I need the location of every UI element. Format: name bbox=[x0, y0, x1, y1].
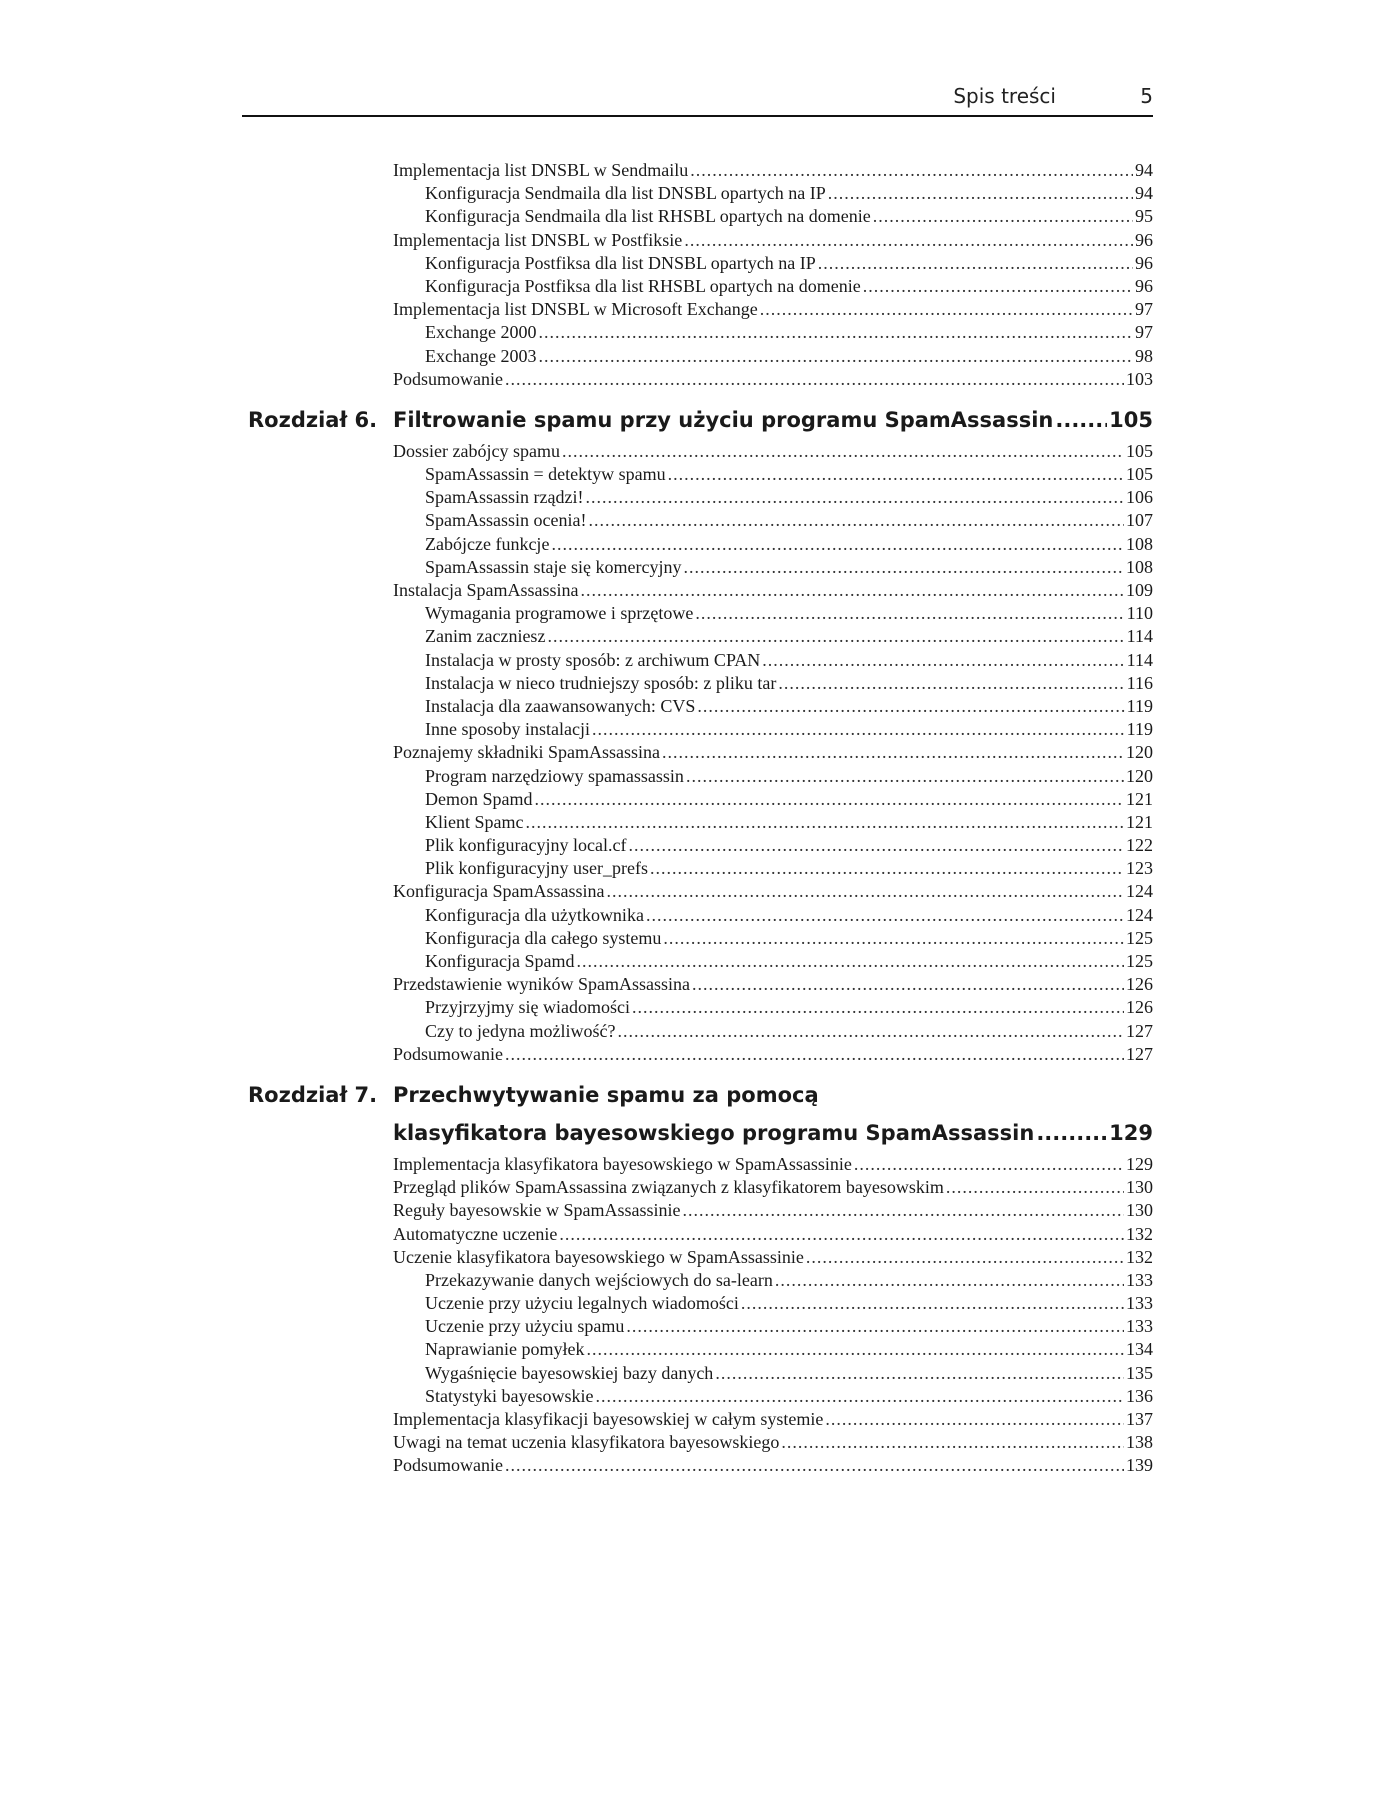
toc-entry bbox=[0, 1199, 1400, 1222]
leader-dots bbox=[586, 1338, 1124, 1361]
toc-entry-title: Uwagi na temat uczenia klasyfikatora bayesowskiego bbox=[393, 1432, 780, 1453]
toc-entry-title: Implementacja klasyfikatora bayesowskiego w SpamAssassinie bbox=[393, 1153, 852, 1174]
toc-entry-title: Konfiguracja SpamAssassina bbox=[393, 881, 605, 902]
chapter-title-line-2: klasyfikatora bayesowskiego programu SpamAssassin bbox=[393, 1120, 1035, 1145]
leader-dots bbox=[538, 321, 1133, 344]
toc-entry bbox=[0, 741, 1400, 764]
toc-entry-page: 94 bbox=[1135, 160, 1153, 180]
toc-entry-page: 124 bbox=[1126, 904, 1153, 925]
toc-entry-page: 94 bbox=[1135, 183, 1153, 204]
chapter-7-heading bbox=[0, 1079, 1400, 1153]
chapter-6-heading bbox=[0, 404, 1400, 440]
toc-entry bbox=[0, 1408, 1400, 1431]
header-rule bbox=[242, 115, 1153, 117]
toc-entry-title: SpamAssassin staje się komercyjny bbox=[425, 556, 682, 577]
toc-entry bbox=[0, 765, 1400, 788]
toc-entry bbox=[0, 556, 1400, 579]
leader-dots bbox=[626, 1315, 1124, 1338]
toc-entry-title: Konfiguracja dla całego systemu bbox=[425, 927, 662, 948]
toc-entry bbox=[0, 649, 1400, 672]
toc-entry bbox=[0, 973, 1400, 996]
leader-dots bbox=[628, 834, 1124, 857]
toc-entry bbox=[0, 205, 1400, 228]
toc-entry bbox=[0, 509, 1400, 532]
toc-entry bbox=[0, 1223, 1400, 1246]
toc-entry bbox=[0, 345, 1400, 368]
toc-entry-page: 109 bbox=[1126, 580, 1153, 600]
leader-dots bbox=[697, 695, 1124, 718]
toc-entry-page: 116 bbox=[1126, 672, 1153, 693]
leader-dots bbox=[538, 345, 1133, 368]
toc-entry-page: 125 bbox=[1126, 951, 1153, 971]
toc-entry-title: Zabójcze funkcje bbox=[425, 533, 550, 554]
toc-entry-title: Program narzędziowy spamassassin bbox=[425, 765, 684, 786]
toc-entry-page: 119 bbox=[1126, 719, 1153, 740]
toc-entry bbox=[0, 229, 1400, 252]
toc-entry-page: 98 bbox=[1135, 345, 1153, 366]
toc-entry bbox=[0, 1454, 1400, 1477]
toc-entry-title: Konfiguracja dla użytkownika bbox=[425, 904, 644, 925]
toc-entry bbox=[0, 1385, 1400, 1408]
toc-entry-title: Instalacja w prosty sposób: z archiwum CPAN bbox=[425, 649, 761, 670]
toc-entry-page: 95 bbox=[1135, 206, 1153, 227]
toc-entry-title: Naprawianie pomyłek bbox=[425, 1339, 585, 1360]
toc-entry-page: 105 bbox=[1126, 464, 1153, 485]
toc-entry-title: Automatyczne uczenie bbox=[393, 1223, 558, 1244]
leader-dots bbox=[778, 672, 1124, 695]
leader-dots bbox=[760, 298, 1133, 321]
chapter-number: Rozdział 7. bbox=[248, 1082, 378, 1107]
toc-entry-title: Implementacja list DNSBL w Microsoft Exchange bbox=[393, 299, 758, 320]
toc-entry bbox=[0, 996, 1400, 1019]
toc-entry bbox=[0, 672, 1400, 695]
leader-dots bbox=[662, 741, 1124, 764]
toc-entry-title: Dossier zabójcy spamu bbox=[393, 440, 560, 461]
leader-dots bbox=[818, 252, 1133, 275]
toc-entry bbox=[0, 368, 1400, 391]
toc-entry-title: Konfiguracja Spamd bbox=[425, 951, 575, 971]
leader-dots bbox=[596, 1385, 1125, 1408]
toc-entry bbox=[0, 718, 1400, 741]
toc-entry-title: Instalacja w nieco trudniejszy sposób: z pliku tar bbox=[425, 672, 777, 693]
leader-dots bbox=[873, 205, 1133, 228]
toc-entry bbox=[0, 1269, 1400, 1292]
leader-dots bbox=[580, 579, 1124, 602]
toc-entry-page: 97 bbox=[1135, 299, 1153, 320]
leader-dots bbox=[762, 649, 1124, 672]
toc-entry-title: Podsumowanie bbox=[393, 368, 503, 389]
toc-entry-page: 137 bbox=[1126, 1409, 1153, 1429]
toc-entry-page: 121 bbox=[1126, 788, 1153, 809]
toc-entry-title: Konfiguracja Postfiksa dla list DNSBL opartych na IP bbox=[425, 252, 816, 273]
toc-entry-page: 96 bbox=[1135, 275, 1153, 296]
toc-entry bbox=[0, 834, 1400, 857]
toc-entry-title: Demon Spamd bbox=[425, 788, 533, 809]
leader-dots bbox=[606, 880, 1124, 903]
toc-entry-title: Uczenie przy użyciu legalnych wiadomości bbox=[425, 1293, 739, 1314]
toc-entry bbox=[0, 1153, 1400, 1176]
toc-entry-page: 132 bbox=[1126, 1223, 1153, 1244]
running-header bbox=[242, 84, 1153, 114]
toc-entry-page: 120 bbox=[1126, 765, 1153, 786]
toc-entry bbox=[0, 1246, 1400, 1269]
toc-entry-title: Podsumowanie bbox=[393, 1043, 503, 1064]
toc-entry bbox=[0, 1431, 1400, 1454]
toc-entry-page: 132 bbox=[1126, 1246, 1153, 1267]
toc-entry-title: Statystyki bayesowskie bbox=[425, 1385, 594, 1406]
toc-entry-page: 130 bbox=[1126, 1177, 1153, 1198]
leader-dots bbox=[686, 765, 1124, 788]
toc-entry-title: Przegląd plików SpamAssassina związanych z klasyfikatorem bayesowskim bbox=[393, 1177, 944, 1198]
toc-entry bbox=[0, 788, 1400, 811]
toc-entry-page: 127 bbox=[1126, 1043, 1153, 1064]
toc-entry-title: Klient Spamc bbox=[425, 811, 524, 832]
toc-entry-title: Uczenie klasyfikatora bayesowskiego w SpamAssassinie bbox=[393, 1246, 804, 1267]
toc-entry-title: Inne sposoby instalacji bbox=[425, 719, 590, 740]
toc-entry-title: Czy to jedyna możliwość? bbox=[425, 1020, 616, 1041]
toc-entry-page: 96 bbox=[1135, 252, 1153, 273]
toc-entry-title: SpamAssassin rządzi! bbox=[425, 487, 584, 508]
leader-dots bbox=[684, 229, 1133, 252]
leader-dots bbox=[535, 788, 1125, 811]
toc-entry-page: 108 bbox=[1126, 556, 1153, 577]
toc-entry-title: Podsumowanie bbox=[393, 1455, 503, 1476]
toc-entry bbox=[0, 275, 1400, 298]
toc-entry-title: Przyjrzyjmy się wiadomości bbox=[425, 997, 630, 1018]
leader-dots bbox=[828, 182, 1133, 205]
leader-dots bbox=[692, 973, 1124, 996]
toc-entry-title: SpamAssassin = detektyw spamu bbox=[425, 464, 666, 485]
toc-entry bbox=[0, 1043, 1400, 1066]
toc-entry-page: 136 bbox=[1126, 1385, 1153, 1406]
leader-dots bbox=[505, 1454, 1124, 1477]
toc-entry-title: Reguły bayesowskie w SpamAssassinie bbox=[393, 1200, 681, 1221]
toc-entry-title: Exchange 2003 bbox=[425, 345, 537, 366]
toc-entry bbox=[0, 857, 1400, 880]
toc-entry-title: Wymagania programowe i sprzętowe bbox=[425, 603, 694, 624]
toc-entry bbox=[0, 1338, 1400, 1361]
toc-entry-title: Konfiguracja Postfiksa dla list RHSBL opartych na domenie bbox=[425, 275, 861, 296]
toc-entry bbox=[0, 1362, 1400, 1385]
leader-dots bbox=[781, 1431, 1124, 1454]
toc-entry-page: 97 bbox=[1135, 322, 1153, 343]
toc-entry-title: Przedstawienie wyników SpamAssassina bbox=[393, 974, 690, 995]
leader-dots bbox=[715, 1362, 1124, 1385]
running-header-title: Spis treści bbox=[953, 84, 1056, 108]
leader-dots bbox=[1036, 1117, 1107, 1149]
toc-entry-page: 108 bbox=[1126, 533, 1153, 554]
table-of-contents bbox=[0, 159, 1400, 1478]
chapter-title-line-1: Przechwytywanie spamu za pomocą bbox=[393, 1082, 819, 1107]
leader-dots bbox=[588, 509, 1124, 532]
toc-entry-page: 120 bbox=[1126, 742, 1153, 763]
toc-entry-title: Wygaśnięcie bayesowskiej bazy danych bbox=[425, 1362, 714, 1383]
toc-entry-page: 135 bbox=[1126, 1362, 1153, 1383]
toc-entry bbox=[0, 1176, 1400, 1199]
toc-entry-page: 126 bbox=[1126, 997, 1153, 1018]
toc-entry bbox=[0, 1020, 1400, 1043]
toc-entry-page: 130 bbox=[1126, 1200, 1153, 1221]
leader-dots bbox=[1055, 404, 1107, 436]
toc-entry-page: 107 bbox=[1126, 510, 1153, 531]
toc-entry-page: 96 bbox=[1135, 229, 1153, 250]
toc-entry-title: Konfiguracja Sendmaila dla list RHSBL opartych na domenie bbox=[425, 206, 871, 227]
toc-entry bbox=[0, 182, 1400, 205]
toc-entry-title: Exchange 2000 bbox=[425, 322, 537, 343]
toc-entry bbox=[0, 463, 1400, 486]
toc-entry-page: 133 bbox=[1126, 1269, 1153, 1290]
leader-dots bbox=[646, 904, 1124, 927]
toc-entry bbox=[0, 486, 1400, 509]
toc-entry bbox=[0, 927, 1400, 950]
toc-entry bbox=[0, 159, 1400, 182]
leader-dots bbox=[585, 486, 1124, 509]
toc-entry bbox=[0, 579, 1400, 602]
toc-entry bbox=[0, 440, 1400, 463]
toc-entry-title: Instalacja SpamAssassina bbox=[393, 580, 579, 600]
toc-entry-title: Implementacja list DNSBL w Postfiksie bbox=[393, 229, 683, 250]
toc-entry bbox=[0, 695, 1400, 718]
leader-dots bbox=[825, 1408, 1124, 1431]
toc-continued-section bbox=[0, 159, 1400, 391]
toc-entry-page: 119 bbox=[1126, 695, 1153, 716]
toc-entry-page: 127 bbox=[1126, 1020, 1153, 1041]
toc-entry-title: Implementacja klasyfikacji bayesowskiej w całym systemie bbox=[393, 1409, 824, 1429]
toc-entry-title: Instalacja dla zaawansowanych: CVS bbox=[425, 695, 696, 716]
chapter-6-entries bbox=[0, 440, 1400, 1066]
leader-dots bbox=[695, 602, 1124, 625]
toc-entry-title: Przekazywanie danych wejściowych do sa-learn bbox=[425, 1269, 773, 1290]
leader-dots bbox=[592, 718, 1125, 741]
toc-entry-page: 103 bbox=[1126, 368, 1153, 389]
leader-dots bbox=[650, 857, 1124, 880]
toc-entry-page: 126 bbox=[1126, 974, 1153, 995]
toc-entry-page: 134 bbox=[1126, 1339, 1153, 1360]
leader-dots bbox=[690, 159, 1133, 182]
toc-entry-page: 121 bbox=[1126, 811, 1153, 832]
toc-entry-page: 129 bbox=[1126, 1153, 1153, 1174]
toc-entry-page: 124 bbox=[1126, 881, 1153, 902]
toc-entry bbox=[0, 321, 1400, 344]
toc-entry-title: Uczenie przy użyciu spamu bbox=[425, 1316, 625, 1337]
leader-dots bbox=[632, 996, 1124, 1019]
toc-entry-title: SpamAssassin ocenia! bbox=[425, 510, 587, 531]
leader-dots bbox=[683, 556, 1124, 579]
leader-dots bbox=[854, 1153, 1124, 1176]
toc-entry-page: 123 bbox=[1126, 858, 1153, 879]
toc-entry bbox=[0, 625, 1400, 648]
leader-dots bbox=[559, 1223, 1124, 1246]
toc-entry-page: 106 bbox=[1126, 487, 1153, 508]
leader-dots bbox=[668, 463, 1124, 486]
toc-entry bbox=[0, 298, 1400, 321]
toc-entry-title: Zanim zaczniesz bbox=[425, 626, 546, 647]
leader-dots bbox=[505, 368, 1124, 391]
toc-entry-page: 139 bbox=[1126, 1455, 1153, 1476]
chapter-title: Filtrowanie spamu przy użyciu programu SpamAssassin bbox=[393, 407, 1054, 432]
page-number: 5 bbox=[1140, 84, 1153, 108]
toc-entry bbox=[0, 1292, 1400, 1315]
toc-entry-page: 114 bbox=[1126, 649, 1153, 670]
toc-entry bbox=[0, 904, 1400, 927]
toc-entry bbox=[0, 1315, 1400, 1338]
leader-dots bbox=[663, 927, 1124, 950]
leader-dots bbox=[562, 440, 1124, 463]
toc-entry-page: 133 bbox=[1126, 1293, 1153, 1314]
toc-entry-title: Plik konfiguracyjny local.cf bbox=[425, 835, 627, 856]
toc-entry-title: Implementacja list DNSBL w Sendmailu bbox=[393, 160, 689, 180]
toc-entry-page: 105 bbox=[1126, 440, 1153, 461]
toc-entry bbox=[0, 811, 1400, 834]
toc-entry bbox=[0, 880, 1400, 903]
toc-entry bbox=[0, 252, 1400, 275]
leader-dots bbox=[682, 1199, 1124, 1222]
leader-dots bbox=[617, 1020, 1124, 1043]
toc-entry-page: 110 bbox=[1126, 603, 1153, 624]
toc-entry-page: 125 bbox=[1126, 927, 1153, 948]
toc-entry bbox=[0, 950, 1400, 973]
toc-entry bbox=[0, 602, 1400, 625]
leader-dots bbox=[863, 275, 1133, 298]
leader-dots bbox=[525, 811, 1124, 834]
leader-dots bbox=[775, 1269, 1124, 1292]
chapter-page: 105 bbox=[1109, 407, 1153, 432]
leader-dots bbox=[806, 1246, 1124, 1269]
toc-entry-page: 138 bbox=[1126, 1432, 1153, 1453]
leader-dots bbox=[946, 1176, 1124, 1199]
leader-dots bbox=[551, 533, 1124, 556]
toc-entry-page: 133 bbox=[1126, 1316, 1153, 1337]
toc-entry-title: Konfiguracja Sendmaila dla list DNSBL opartych na IP bbox=[425, 183, 826, 204]
toc-entry-page: 122 bbox=[1126, 835, 1153, 856]
leader-dots bbox=[505, 1043, 1124, 1066]
leader-dots bbox=[547, 625, 1124, 648]
chapter-7-entries bbox=[0, 1153, 1400, 1478]
leader-dots bbox=[576, 950, 1124, 973]
chapter-number: Rozdział 6. bbox=[248, 407, 378, 432]
toc-entry-title: Plik konfiguracyjny user_prefs bbox=[425, 858, 648, 879]
chapter-page: 129 bbox=[1109, 1120, 1153, 1145]
toc-entry bbox=[0, 533, 1400, 556]
toc-entry-title: Poznajemy składniki SpamAssassina bbox=[393, 742, 660, 763]
leader-dots bbox=[741, 1292, 1124, 1315]
toc-entry-page: 114 bbox=[1126, 626, 1153, 647]
